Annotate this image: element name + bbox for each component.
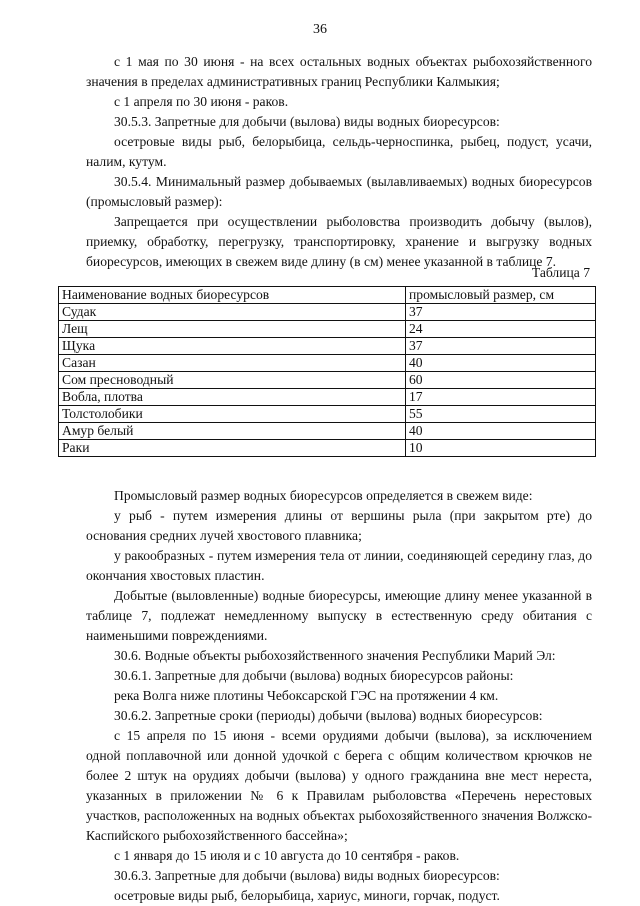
size-cell: 37 (406, 304, 596, 321)
bottom-text-block (86, 486, 592, 906)
size-cell: 37 (406, 338, 596, 355)
species-cell: Толстолобики (59, 406, 406, 423)
species-cell: Раки (59, 440, 406, 457)
paragraph: 30.5.4. Минимальный размер добываемых (вылавливаемых) водных биоресурсов (промысловый размер): (86, 174, 592, 209)
table-row (59, 423, 596, 440)
species-cell: Вобла, плотва (59, 389, 406, 406)
paragraph: 30.6.2. Запретные сроки (периоды) добычи (вылова) водных биоресурсов: (114, 708, 543, 723)
table-header-row (59, 287, 596, 304)
paragraph: Добытые (выловленные) водные биоресурсы, имеющие длину менее указанной в таблице 7, подлежат немедленному выпуску в естественную среду обитания с наименьшими повреждениями. (86, 588, 592, 643)
paragraph: с 1 апреля по 30 июня - раков. (114, 94, 289, 109)
paragraph: 30.6. Водные объекты рыбохозяйственного значения Республики Марий Эл: (114, 648, 556, 663)
table-caption: Таблица 7 (531, 265, 590, 280)
size-cell: 40 (406, 423, 596, 440)
table-row (59, 389, 596, 406)
species-cell: Щука (59, 338, 406, 355)
top-text-block (86, 52, 592, 272)
paragraph: у ракообразных - путем измерения тела от линии, соединяющей середину глаз, до окончания хвостовых пластин. (86, 548, 592, 583)
size-cell: 55 (406, 406, 596, 423)
paragraph: 30.6.3. Запретные для добычи (вылова) виды водных биоресурсов: (114, 868, 500, 883)
paragraph: с 1 января до 15 июля и с 10 августа до 10 сентября - раков. (114, 848, 460, 863)
table-row (59, 338, 596, 355)
size-cell: 24 (406, 321, 596, 338)
paragraph: Промысловый размер водных биоресурсов определяется в свежем виде: (114, 488, 533, 503)
page-number: 36 (313, 22, 327, 37)
paragraph: 30.5.3. Запретные для добычи (вылова) виды водных биоресурсов: (114, 114, 500, 129)
paragraph: 30.6.1. Запретные для добычи (вылова) водных биоресурсов районы: (114, 668, 514, 683)
paragraph: у рыб - путем измерения длины от вершины рыла (при закрытом рте) до основания средних лучей хвостового плавника; (86, 508, 592, 543)
paragraph: осетровые виды рыб, белорыбица, хариус, миноги, горчак, подуст. (114, 888, 500, 903)
size-cell: 17 (406, 389, 596, 406)
size-cell: 10 (406, 440, 596, 457)
paragraph: осетровые виды рыб, белорыбица, сельдь-черноспинка, рыбец, подуст, усачи, налим, кутум. (86, 134, 592, 169)
table-row (59, 355, 596, 372)
species-cell: Амур белый (59, 423, 406, 440)
fish-size-table (58, 286, 596, 457)
table-row (59, 372, 596, 389)
size-cell: 40 (406, 355, 596, 372)
paragraph: река Волга ниже плотины Чебоксарской ГЭС на протяжении 4 км. (114, 688, 499, 703)
species-cell: Лещ (59, 321, 406, 338)
size-cell: 60 (406, 372, 596, 389)
species-cell: Сом пресноводный (59, 372, 406, 389)
column-header-name: Наименование водных биоресурсов (59, 287, 406, 304)
table-row (59, 406, 596, 423)
paragraph: с 1 мая по 30 июня - на всех остальных водных объектах рыбохозяйственного значения в пределах административных границ Республики Калмыкия; (86, 54, 592, 89)
table-row (59, 440, 596, 457)
species-cell: Судак (59, 304, 406, 321)
species-cell: Сазан (59, 355, 406, 372)
paragraph: с 15 апреля по 15 июня - всеми орудиями добычи (вылова), за исключением одной поплавочной или донной удочкой с берега с общим количеством крючков не более 2 штук на орудиях добычи (вылова) у одного гражданина вне мест нереста, указанных в приложении № 6 к Правилам рыболовства «Перечень нерестовых участков, расположенных на водных объектах рыбохозяйственного значения Волжско-Каспийского рыбохозяйственного бассейна»; (86, 728, 592, 843)
paragraph: Запрещается при осуществлении рыболовства производить добычу (вылов), приемку, обработку, перегрузку, транспортировку, хранение и выгрузку водных биоресурсов, имеющих в свежем виде длину (в см) менее указанной в таблице 7. (86, 214, 592, 269)
table-row (59, 304, 596, 321)
column-header-size: промысловый размер, см (406, 287, 596, 304)
table-row (59, 321, 596, 338)
